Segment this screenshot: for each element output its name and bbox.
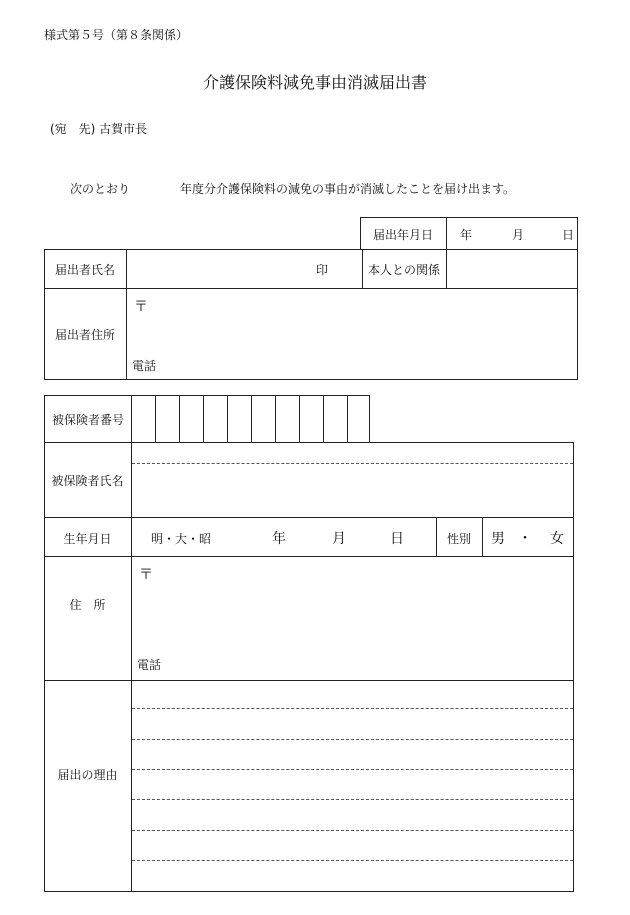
date-month-field[interactable]: 月 — [512, 228, 525, 242]
sex-separator: ・ — [518, 531, 532, 547]
addressee: (宛 先) 古賀市長 — [50, 122, 148, 136]
insured-address-label: 住 所 — [69, 598, 106, 612]
date-year-field[interactable]: 年 — [460, 228, 473, 242]
form-number: 様式第５号（第８条関係） — [44, 28, 189, 42]
relation-field[interactable] — [447, 250, 577, 287]
notifier-name-label: 届出者氏名 — [54, 263, 115, 277]
insured-number-field[interactable] — [132, 396, 369, 442]
insured-name-label: 被保険者氏名 — [51, 474, 124, 488]
date-label: 届出年月日 — [372, 228, 433, 242]
insured-address-field[interactable] — [132, 557, 573, 680]
birth-year-field[interactable]: 年 — [272, 531, 286, 547]
insured-name-field[interactable] — [132, 443, 573, 516]
date-day-field[interactable]: 日 — [562, 228, 575, 242]
era-options[interactable]: 明・大・昭 — [151, 532, 212, 546]
reason-label: 届出の理由 — [57, 768, 118, 782]
birth-month-field[interactable]: 月 — [332, 531, 346, 547]
insured-number-label: 被保険者番号 — [51, 413, 124, 427]
sex-option-male[interactable]: 男 — [491, 531, 505, 547]
statement-prefix: 次のとおり — [70, 182, 131, 196]
page-title: 介護保険料減免事由消滅届出書 — [202, 73, 427, 92]
seal-mark: 印 — [316, 263, 329, 277]
statement-body: 年度分介護保険料の減免の事由が消滅したことを届け出ます。 — [180, 182, 516, 196]
relation-label: 本人との関係 — [367, 263, 440, 277]
birth-day-field[interactable]: 日 — [390, 531, 404, 547]
notifier-address-field[interactable] — [127, 289, 577, 379]
postal-mark-icon: 〒 — [139, 567, 153, 583]
notifier-phone-label: 電話 — [132, 359, 157, 373]
postal-mark-icon: 〒 — [134, 299, 148, 315]
birth-date-label: 生年月日 — [63, 532, 112, 546]
sex-label: 性別 — [446, 532, 471, 546]
insured-phone-label: 電話 — [137, 658, 162, 672]
notifier-address-label: 届出者住所 — [54, 328, 115, 342]
sex-option-female[interactable]: 女 — [550, 531, 564, 547]
